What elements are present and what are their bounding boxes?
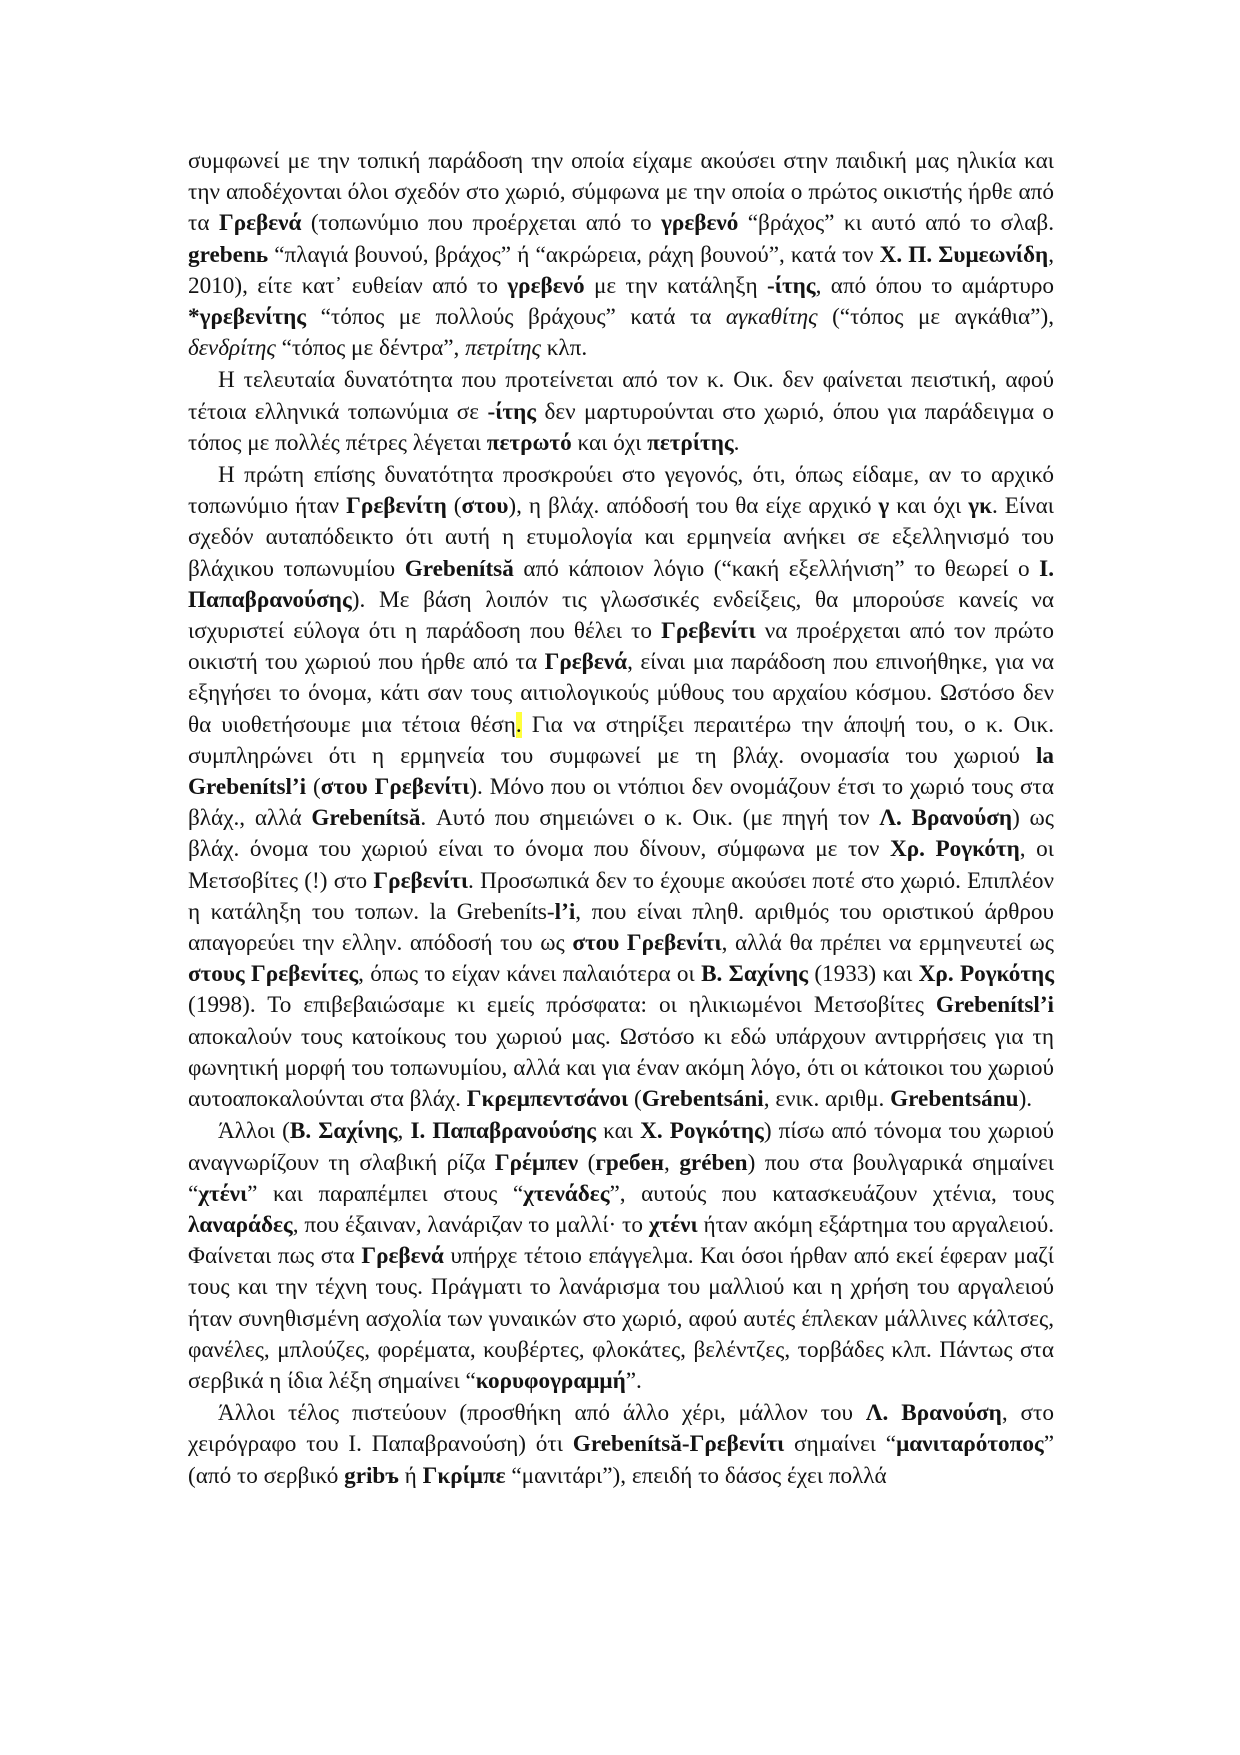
text-run: Για να στηρίξει περαιτέρω την άποψή του, ο κ. Οικ. συμπληρώνει ότι η ερμηνεία του συμφωνεί με τη βλάχ. ονομασία του χωριού bbox=[188, 711, 1054, 769]
text-run: ή bbox=[398, 1462, 423, 1489]
bold-term: Ι. Παπαβρανούσης bbox=[410, 1118, 597, 1145]
bold-term: Grebenítsă bbox=[404, 555, 514, 582]
text-run: ( bbox=[628, 1086, 642, 1113]
bold-term: χτένι bbox=[198, 1180, 248, 1207]
bold-term: Γρεβενίτι bbox=[661, 618, 756, 645]
text-run: αποκαλούν τους κατοίκους του χωριού μας. Ωστόσο κι εδώ υπάρχουν αντιρρήσεις για τη φωνητική μορφή του τοπωνυμίου, αλλά και για έναν ακόμη λόγο, ότι οι κάτοικοι του χωριού αυτοαποκαλούνται στα βλάχ. bbox=[188, 1023, 1054, 1113]
bold-term: Grebenítsă-Γρεβενίτι bbox=[572, 1431, 785, 1458]
text-run: υπήρχε τέτοιο επάγγελμα. Και όσοι ήρθαν από εκεί έφεραν μαζί τους και την τέχνη τους. Πράγματι το λανάρισμα του μαλλιού και η χρήση του αργαλειού ήταν συνηθισμένη ασχολία των γυναικών στο χωριό, αφού αυτές έπλεκαν μάλλινες κάλτσες, φανέλες, μπλούζες, φορέματα, κουβέρτες, φλοκάτες, βελέντζες, τορβάδες κλπ. Πάντως στα σερβικά η ίδια λέξη σημαίνει “ bbox=[188, 1243, 1054, 1394]
text-run: ( bbox=[306, 774, 321, 801]
bold-term: -ίτης bbox=[767, 272, 816, 299]
text-run: από κάποιον λόγιο (“κακή εξελλήνιση” το θεωρεί ο bbox=[513, 555, 1040, 582]
text-run: “μανιτάρι”), επειδή το δάσος έχει πολλά bbox=[505, 1462, 887, 1489]
bold-term: στους Γρεβενίτες bbox=[188, 961, 359, 988]
text-run: ( bbox=[446, 493, 462, 520]
highlighted-text: . bbox=[515, 711, 522, 738]
bold-term: στου Γρεβενίτι bbox=[320, 774, 470, 801]
paragraph bbox=[188, 146, 1054, 364]
bold-term: Χρ. Ρογκότης bbox=[918, 961, 1054, 988]
text-run: , ενικ. αριθμ. bbox=[763, 1086, 891, 1113]
bold-term: Γρεβενά bbox=[544, 649, 628, 676]
text-run: . Είναι σχεδόν αυταπόδεικτο ότι αυτή η ετυμολογία και ερμηνεία ανήκει σε εξελληνισμό του βλάχικου τοπωνυμίου bbox=[188, 493, 1055, 582]
bold-term: Grebentsánu bbox=[890, 1086, 1019, 1113]
paragraph bbox=[188, 460, 1054, 1115]
text-run: , που έξαιναν, λανάριζαν το μαλλί· το bbox=[292, 1211, 649, 1238]
text-run: , που είναι πληθ. αριθμός του οριστικού άρθρου απαγορεύει την ελλην. απόδοσή του ως bbox=[188, 898, 1055, 957]
bold-term: -ίτης bbox=[487, 398, 537, 425]
text-run: “τόπος με δέντρα”, bbox=[275, 335, 466, 362]
bold-term: gribъ bbox=[344, 1462, 399, 1489]
bold-term: Γκρεμπεντσάνοι bbox=[466, 1086, 629, 1113]
text-run: και όχι bbox=[889, 493, 969, 520]
text-run: ). bbox=[1018, 1086, 1033, 1113]
bold-term: Γρεβενά bbox=[361, 1243, 444, 1270]
text-run: “πλαγιά βουνού, βράχος” ή “ακρώρεια, ράχη βουνού”, κατά τον bbox=[268, 241, 880, 268]
bold-term: гребен bbox=[595, 1149, 664, 1176]
bold-term: Χ. Π. Συμεωνίδη bbox=[879, 241, 1049, 268]
bold-term: πετρίτης bbox=[647, 429, 734, 456]
italic-term: αγκαθίτης bbox=[725, 304, 818, 331]
bold-term: γρεβενό bbox=[661, 210, 739, 237]
text-run: Η πρώτη επίσης δυνατότητα προσκρούει στο γεγονός, ότι, όπως είδαμε, αν το αρχικό τοπωνύμιο ήταν bbox=[188, 462, 1054, 520]
text-run: σημαίνει “ bbox=[784, 1431, 897, 1458]
text-run: ”. bbox=[625, 1367, 642, 1394]
text-run: , 2010), είτε κατ᾽ ευθείαν από το bbox=[188, 241, 1054, 299]
bold-term: Grebentsáni bbox=[641, 1086, 764, 1113]
bold-term: Grebenítsă bbox=[311, 805, 421, 832]
text-run: ) πίσω από τόνομα του χωριού αναγνωρίζουν τη σλαβική ρίζα bbox=[188, 1118, 1055, 1176]
text-run: Η τελευταία δυνατότητα που προτείνεται από τον κ. Οικ. δεν φαίνεται πειστική, αφού τέτοια ελληνικά τοπωνύμια σε bbox=[188, 367, 1054, 425]
bold-term: Χρ. Ρογκότη bbox=[889, 836, 1020, 863]
text-run: “τόπος με πολλούς βράχους” κατά τα bbox=[306, 304, 726, 331]
bold-term: μανιταρότοπος bbox=[896, 1431, 1044, 1458]
bold-term: Grebenítsl’i bbox=[935, 992, 1054, 1019]
text-run: ( bbox=[578, 1149, 596, 1176]
bold-term: Χ. Ρογκότης bbox=[640, 1118, 764, 1145]
text-run: ) που στα βουλγαρικά σημαίνει “ bbox=[188, 1149, 1054, 1207]
text-run: συμφωνεί με την τοπική παράδοση την οποία είχαμε ακούσει στην παιδική μας ηλικία και την αποδέχονται όλοι σχεδόν στο χωριό, σύμφωνα με την οποία ο πρώτος οικιστής ήρθε από τα bbox=[188, 148, 1054, 237]
text-run: , αλλά θα πρέπει να ερμηνευτεί ως bbox=[721, 930, 1054, 957]
text-run: (τοπωνύμιο που προέρχεται από το bbox=[301, 210, 662, 237]
bold-term: χτένι bbox=[648, 1211, 698, 1238]
text-run: Άλλοι τέλος πιστεύουν (προσθήκη από άλλο χέρι, μάλλον του bbox=[218, 1400, 866, 1427]
text-run: να προέρχεται από τον πρώτο οικιστή του χωριού που ήρθε από τα bbox=[188, 618, 1054, 676]
text-run: ”, αυτούς που κατασκευάζουν χτένια, τους bbox=[609, 1180, 1054, 1207]
bold-term: γ bbox=[878, 493, 890, 520]
text-run: , bbox=[397, 1118, 411, 1145]
text-run: , bbox=[663, 1149, 680, 1176]
bold-term: γκ bbox=[968, 493, 992, 520]
text-run: ), η βλάχ. απόδοσή του θα είχε αρχικό bbox=[508, 493, 879, 520]
bold-term: κορυφογραμμή bbox=[475, 1367, 626, 1394]
text-run: με την κατάληξη bbox=[584, 272, 768, 299]
bold-term: grebenь bbox=[188, 241, 269, 268]
text-run: , είναι μια παράδοση που επινοήθηκε, για να εξηγήσει το όνομα, κάτι σαν τους αιτιολογικούς μύθους του αρχαίου κόσμου. Ωστόσο δεν θα υιοθετήσουμε μια τέτοια θέση bbox=[188, 649, 1054, 738]
bold-term: γρεβενό bbox=[507, 272, 585, 299]
text-run: (“τόπος με αγκάθια”), bbox=[817, 304, 1054, 331]
text-run: ). Μόνο που οι ντόπιοι δεν ονομάζουν έτσι το χωριό τους στα βλάχ., αλλά bbox=[188, 774, 1054, 832]
text-run: (1933) και bbox=[808, 961, 919, 988]
text-run: . bbox=[733, 429, 740, 456]
bold-term: Β. Σαχίνης bbox=[289, 1118, 398, 1145]
bold-term: Λ. Βρανούση bbox=[879, 805, 1013, 832]
bold-term: l’i bbox=[554, 898, 576, 925]
italic-term: δενδρίτης bbox=[188, 335, 276, 362]
bold-term: grében bbox=[679, 1149, 748, 1176]
text-run: , στο χειρόγραφο του Ι. Παπαβρανούση) ότι bbox=[188, 1400, 1054, 1458]
text-run: . Προσωπικά δεν το έχουμε ακούσει ποτέ στο χωριό. Επιπλέον η κατάληξη του τοπων. la Grebeníts- bbox=[188, 867, 1054, 925]
bold-term: χτενάδες bbox=[523, 1180, 610, 1207]
text-run: (1998). Το επιβεβαιώσαμε κι εμείς πρόσφατα: οι ηλικιωμένοι Μετσοβίτες bbox=[188, 992, 936, 1019]
text-run: , από όπου το αμάρτυρο bbox=[815, 272, 1055, 299]
bold-term: Γκρίμπε bbox=[422, 1462, 506, 1489]
text-run: Άλλοι ( bbox=[218, 1118, 290, 1145]
text-run: , όπως το είχαν κάνει παλαιότερα οι bbox=[358, 961, 702, 988]
text-run: , οι Μετσοβίτες (!) στο bbox=[188, 836, 1054, 894]
bold-term: Λ. Βρανούση bbox=[865, 1400, 1002, 1427]
bold-term: la Grebenítsl’i bbox=[188, 742, 1054, 801]
text-run: “βράχος” κι αυτό από το σλαβ. bbox=[738, 210, 1055, 237]
text-run: ). Με βάση λοιπόν τις γλωσσικές ενδείξεις, θα μπορούσε κανείς να ισχυριστεί εύλογα ότι η παράδοση που θέλει το bbox=[188, 586, 1054, 645]
text-run: ” και παραπέμπει στους “ bbox=[247, 1180, 524, 1207]
text-run: και bbox=[596, 1118, 641, 1145]
paragraph bbox=[188, 1116, 1054, 1397]
text-run: ) ως βλάχ. όνομα του χωριού είναι το όνομα που δίνουν, σύμφωνα με τον bbox=[188, 805, 1054, 863]
bold-term: Γρέμπεν bbox=[494, 1149, 579, 1176]
text-run: ” (από το σερβικό bbox=[188, 1431, 1055, 1489]
text-run: και όχι bbox=[571, 429, 648, 456]
bold-term: *γρεβενίτης bbox=[188, 304, 307, 331]
bold-term: Β. Σαχίνης bbox=[701, 961, 808, 988]
text-run: δεν μαρτυρούνται στο χωριό, όπου για παράδειγμα ο τόπος με πολλές πέτρες λέγεται bbox=[188, 398, 1054, 456]
body-text bbox=[188, 146, 1054, 1492]
paragraph bbox=[188, 1398, 1054, 1492]
text-run: . Αυτό που σημειώνει ο κ. Οικ. (με πηγή τον bbox=[420, 805, 880, 832]
text-run: ήταν ακόμη εξάρτημα του αργαλειού. Φαίνεται πως στα bbox=[188, 1211, 1055, 1270]
bold-term: λαναράδες bbox=[188, 1211, 293, 1238]
paragraph bbox=[188, 365, 1054, 459]
italic-term: πετρίτης bbox=[465, 335, 541, 362]
bold-term: πετρωτό bbox=[486, 429, 572, 456]
bold-term: Γρεβενά bbox=[218, 210, 302, 237]
bold-term: στου bbox=[461, 493, 509, 520]
bold-term: Γρεβενίτη bbox=[346, 493, 447, 520]
text-run: κλπ. bbox=[540, 335, 588, 362]
bold-term: Ι. Παπαβρανούσης bbox=[188, 555, 1054, 613]
bold-term: στου Γρεβενίτι bbox=[572, 930, 722, 957]
bold-term: Γρεβενίτι bbox=[373, 867, 469, 894]
